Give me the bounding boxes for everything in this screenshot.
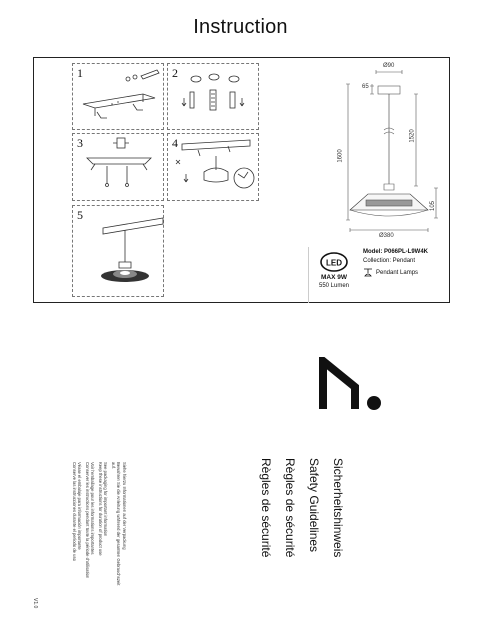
bracket-screws-illustration [73, 134, 165, 202]
step-5-panel [72, 205, 164, 297]
step-2-panel [167, 63, 259, 130]
note-es-1: Véase el embalaje para información importante [77, 462, 83, 550]
note-fr-2: Conserver les instructions pendant toute la période d'utilisation [85, 462, 90, 579]
collection-text: Collection: Pendant [363, 258, 416, 264]
step-3-panel [72, 133, 164, 201]
dim-top-height: 65 [362, 84, 369, 90]
guidelines-headings [254, 458, 350, 557]
step-1-panel [72, 63, 164, 130]
led-lumen: 550 Lumen [318, 283, 350, 289]
dim-top-diameter: Ø90 [383, 63, 395, 69]
dim-shade-height: 105 [430, 200, 437, 212]
heading-fr-2: Règles de sécurité [259, 458, 273, 558]
note-en-2: Keep these instructions for duration of product use [98, 462, 103, 556]
note-de-1: Siehe hierzu Informationen auf der Verpackung [122, 462, 127, 550]
mounting-bracket-illustration [73, 64, 165, 131]
hanging-lamp-illustration [73, 206, 165, 298]
wall-anchor-illustration [168, 64, 260, 131]
note-en-1: See packaging for important information [103, 462, 109, 537]
heading-fr-1: Règles de sécurité [283, 458, 297, 558]
instruction-frame [33, 57, 450, 303]
note-fr-1: Voir l'emballage pour les informations importantes [90, 462, 96, 555]
page-title: Instruction [193, 16, 288, 38]
canopy-wiring-illustration [168, 134, 260, 202]
dim-shade-diameter: Ø380 [379, 233, 394, 239]
version-label: V1.0 [32, 598, 38, 609]
heading-de: Sicherheitshinweis [331, 458, 345, 558]
product-info [363, 248, 428, 266]
led-icon-label: LED [326, 258, 342, 268]
guidelines-notes [72, 462, 128, 585]
product-type-row [363, 268, 418, 278]
dimension-drawing [296, 58, 446, 243]
step-4-panel [167, 133, 259, 201]
note-de-3: auf. [111, 462, 116, 469]
led-info-box [308, 247, 358, 303]
led-power: MAX 9W [321, 274, 347, 281]
heading-en: Safety Guidelines [307, 458, 321, 553]
dim-cable-length: 1520 [409, 129, 416, 143]
step-3-number: 3 [77, 136, 83, 150]
note-de-2: Bewahren Sie die Anleitung während der gesamten Gebrauchszeit [116, 462, 122, 586]
model-text: Model: P066PL-L9W4K [363, 249, 429, 255]
note-es-2: Conserve las instrucciones durante el período de uso [72, 462, 77, 561]
step-2-number: 2 [172, 66, 178, 80]
step-4-number: 4 [172, 136, 178, 150]
brand-logo [319, 357, 389, 417]
product-type-text: Pendant Lamps [376, 270, 419, 276]
led-icon [319, 251, 349, 273]
step-5-number: 5 [77, 208, 83, 222]
dim-total-height: 1600 [337, 149, 344, 163]
step-1-number: 1 [77, 66, 83, 80]
pendant-lamp-icon [363, 268, 373, 278]
